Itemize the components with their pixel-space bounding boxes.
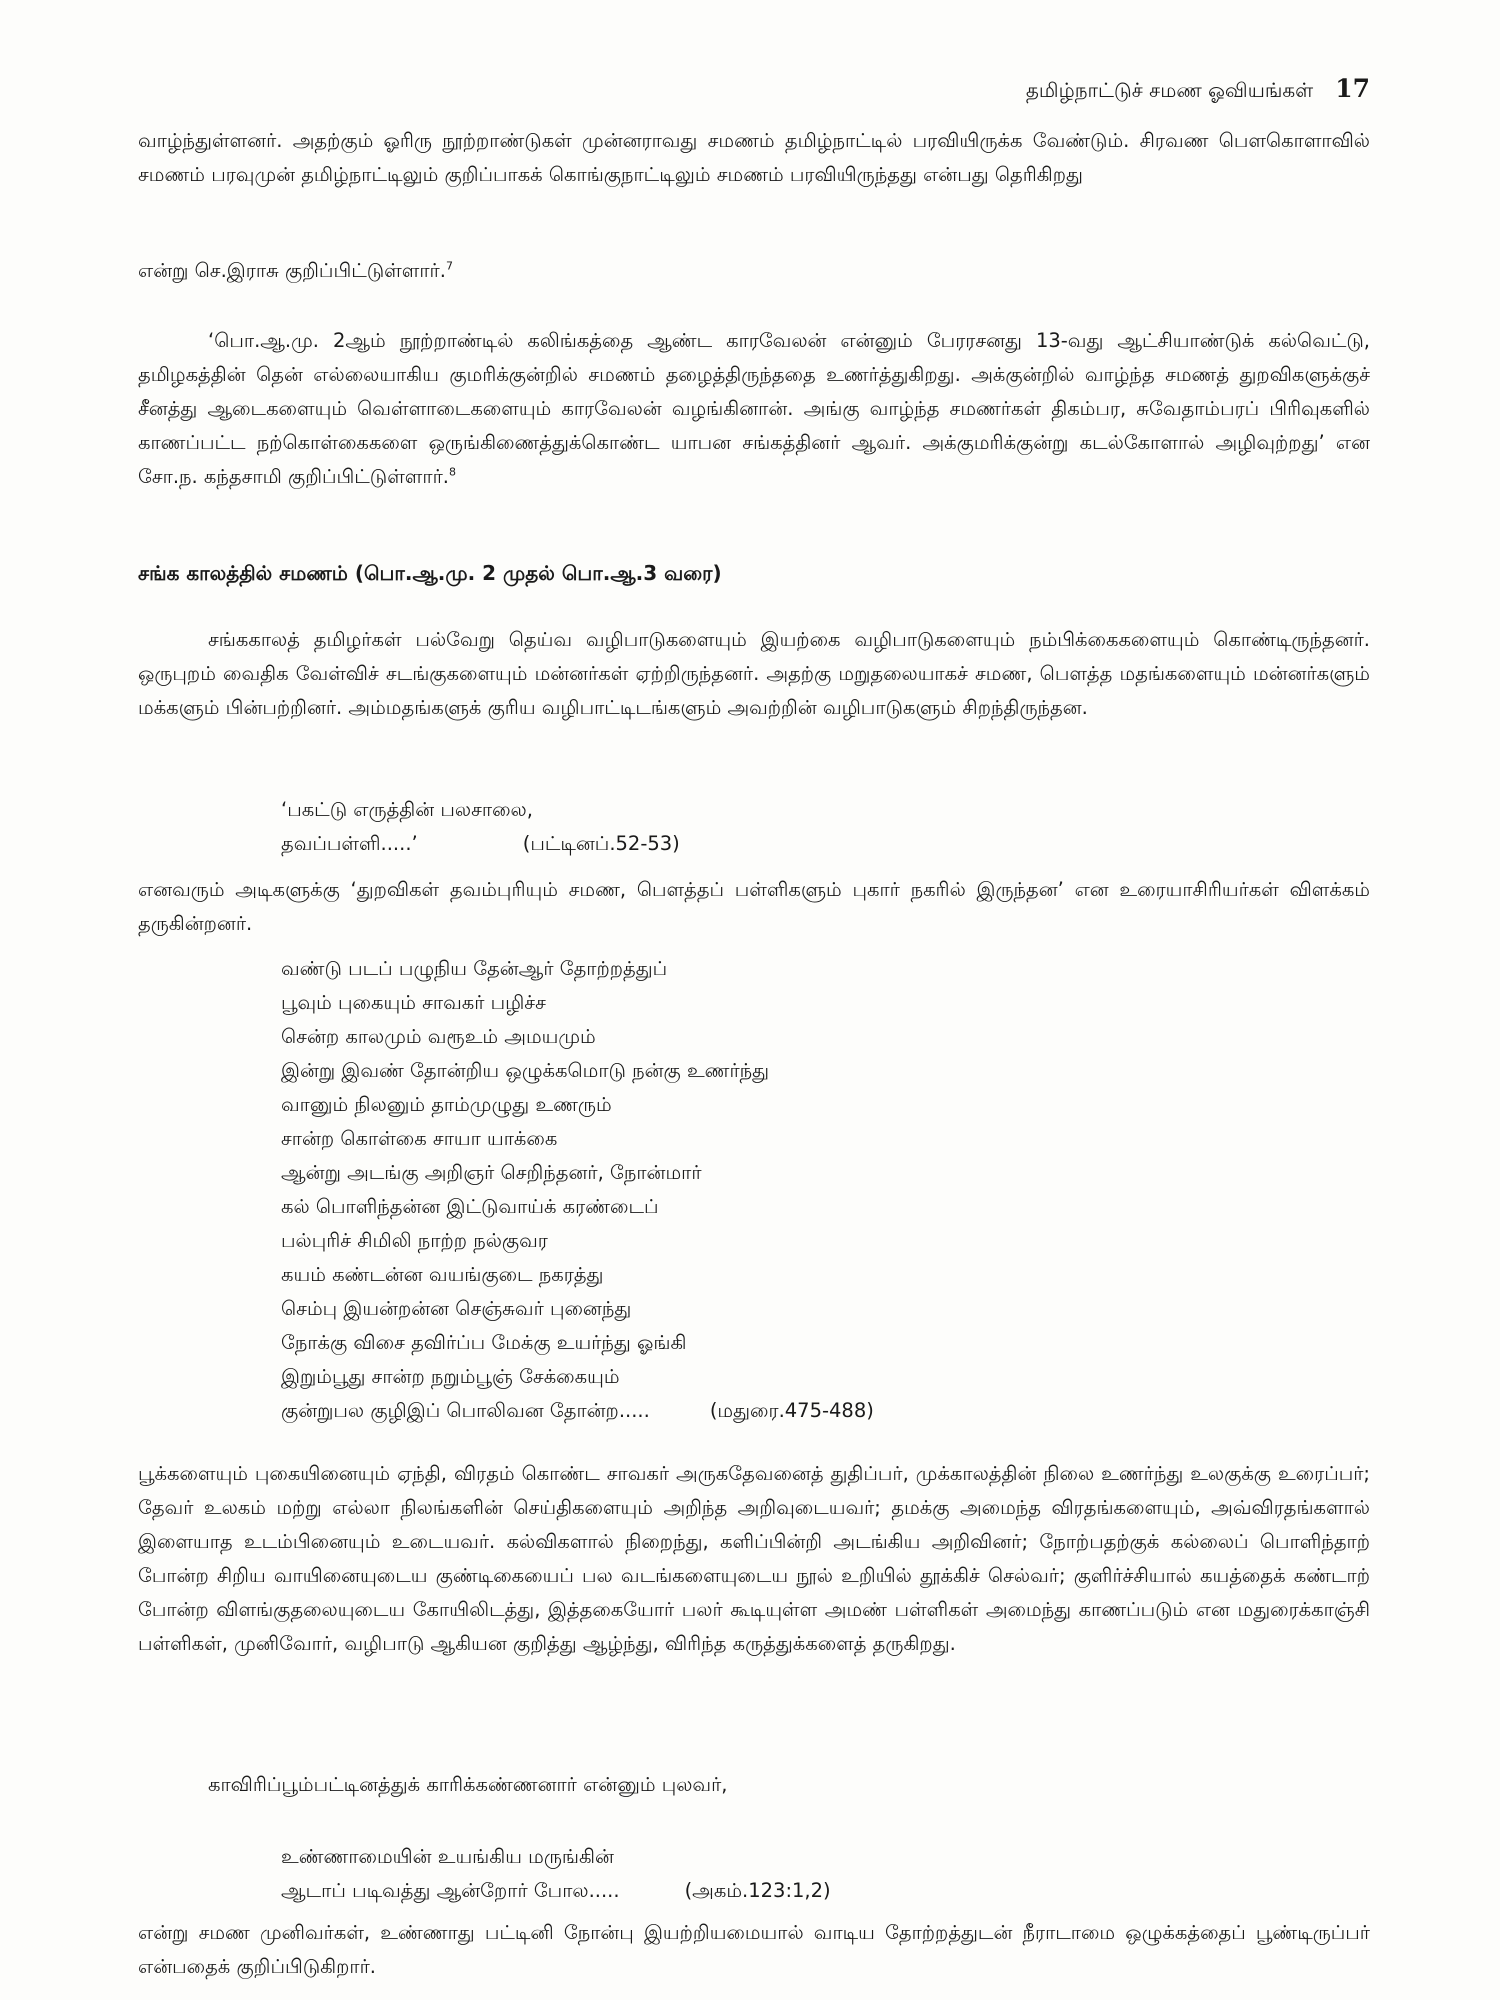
attribution-line: என்று செ.இராசு குறிப்பிட்டுள்ளார்.$^7$ xyxy=(138,259,453,282)
section-heading: சங்க காலத்தில் சமணம் (பொ.ஆ.மு. 2 முதல் பொ.ஆ.3 வரை) xyxy=(138,561,722,585)
paragraph-text: என்று சமண முனிவர்கள், உண்ணாது பட்டினி நோன்பு இயற்றியமையால் வாடிய தோற்றத்துடன் நீராடாமை ஒழுக்கத்தைப் பூண்டிருப்பர் என்பதைக் குறிப்பிடுகிறார். xyxy=(138,1921,1370,1978)
verse-citation: (பட்டினப்.52-53) xyxy=(522,832,680,855)
verse-line: பூவும் புகையும் சாவகர் பழிச்ச xyxy=(281,991,546,1014)
verse-line: இறும்பூது சான்ற நறும்பூஞ் சேக்கையும் xyxy=(281,1365,620,1388)
footnote-marker: 8 xyxy=(448,465,456,479)
verse-citation: (மதுரை.475-488) xyxy=(709,1399,874,1422)
page-number: 17 xyxy=(1335,74,1370,103)
verse-line: கல் பொளிந்தன்ன இட்டுவாய்க் கரண்டைப் xyxy=(281,1195,659,1218)
verse-line: நோக்கு விசை தவிர்ப்ப மேக்கு உயர்ந்து ஓங்கி xyxy=(281,1331,687,1354)
verse-line: ‘பகட்டு எருத்தின் பலசாலை, xyxy=(281,798,533,821)
verse-line: உண்ணாமையின் உயங்கிய மருங்கின் xyxy=(281,1845,614,1868)
paragraph-poet-intro xyxy=(138,1768,1370,1802)
verse-line: பல்புரிச் சிமிலி நாற்ற நல்குவர xyxy=(281,1229,548,1252)
paragraph-commentary xyxy=(138,873,1370,941)
verse-line: கயம் கண்டன்ன வயங்குடை நகரத்து xyxy=(281,1263,604,1286)
verse-maduraikanchi xyxy=(281,952,874,1428)
verse-line: செம்பு இயன்றன்ன செஞ்சுவர் புனைந்து xyxy=(281,1297,632,1320)
verse-line: வண்டு படப் பழுநிய தேன்ஆர் தோற்றத்துப் xyxy=(281,957,668,980)
verse-line: வானும் நிலனும் தாம்முழுது உணரும் xyxy=(281,1093,612,1116)
running-header xyxy=(1026,74,1370,105)
paragraph-conclusion xyxy=(138,1916,1370,1984)
paragraph-karavelan xyxy=(138,324,1370,494)
verse-akananuru xyxy=(281,1840,831,1908)
verse-line: இன்று இவண் தோன்றிய ஒழுக்கமொடு நன்கு உணர்ந்து xyxy=(281,1059,770,1082)
paragraph-text: சங்ககாலத் தமிழர்கள் பல்வேறு தெய்வ வழிபாடுகளையும் இயற்கை வழிபாடுகளையும் நம்பிக்கைகளையும் கொண்டிருந்தனர். ஒருபுறம் வைதிக வேள்விச் சடங்குகளையும் மன்னர்கள் ஏற்றிருந்தனர். அதற்கு மறுதலையாகச் சமண, பௌத்த மதங்களையும் மன்னர்களும் மக்களும் பின்பற்றினர். அம்மதங்களுக் குரிய வழிபாட்டிடங்களும் அவற்றின் வழிபாடுகளும் சிறந்திருந்தன. xyxy=(138,628,1370,719)
paragraph-text: எனவரும் அடிகளுக்கு ‘துறவிகள் தவம்புரியும் சமண, பௌத்தப் பள்ளிகளும் புகார் நகரில் இருந்தன’ என உரையாசிரியர்கள் விளக்கம் தருகின்றனர். xyxy=(138,878,1370,935)
verse-line: தவப்பள்ளி.....’ (பட்டினப்.52-53) xyxy=(281,827,680,861)
verse-citation: (அகம்.123:1,2) xyxy=(684,1879,831,1902)
quoted-paragraph: வாழ்ந்துள்ளனர். அதற்கும் ஓரிரு நூற்றாண்டுகள் முன்னராவது சமணம் தமிழ்நாட்டில் பரவியிருக்க வேண்டும். சிரவண பெளகொளாவில் சமணம் பரவுமுன் தமிழ்நாட்டிலும் குறிப்பாகக் கொங்குநாட்டிலும் சமணம் பரவியிருந்தது என்பது தெரிகிறது xyxy=(138,129,1370,186)
footnote-marker: 7 xyxy=(445,259,453,273)
verse-line: சான்ற கொள்கை சாயா யாக்கை xyxy=(281,1127,558,1150)
quote-block xyxy=(138,124,1370,192)
attribution-block xyxy=(138,254,1370,288)
paragraph-text: ‘பொ.ஆ.மு. 2ஆம் நூற்றாண்டில் கலிங்கத்தை ஆண்ட காரவேலன் என்னும் பேரரசனது 13-வது ஆட்சியாண்டுக் கல்வெட்டு, தமிழகத்தின் தென் எல்லையாகிய குமரிக்குன்றில் சமணம் தழைத்திருந்ததை உணர்த்துகிறது. அக்குன்றில் வாழ்ந்த சமணத் துறவிகளுக்குச் சீனத்து ஆடைகளையும் வெள்ளாடைகளையும் காரவேலன் வழங்கினான். அங்கு வாழ்ந்த சமணர்கள் திகம்பர, சுவேதாம்பரப் பிரிவுகளில் காணப்பட்ட நற்கொள்கைகளை ஒருங்கிணைத்துக்கொண்ட யாபன சங்கத்தினர் ஆவர். அக்குமரிக்குன்று கடல்கோளால் அழிவுற்றது’ என சோ.ந. கந்தசாமி குறிப்பிட்டுள்ளார்.$^8$ xyxy=(138,329,1370,488)
paragraph-text: பூக்களையும் புகையினையும் ஏந்தி, விரதம் கொண்ட சாவகர் அருகதேவனைத் துதிப்பர், முக்காலத்தின் நிலை உணர்ந்து உலகுக்கு உரைப்பர்; தேவர் உலகம் மற்று எல்லா நிலங்களின் செய்திகளையும் அறிந்த அறிவுடையவர்; தமக்கு அமைந்த விரதங்களையும், அவ்விரதங்களால் இளையாத உடம்பினையும் உடையவர். கல்விகளால் நிறைந்து, களிப்பின்றி அடங்கிய அறிவினர்; நோற்பதற்குக் கல்லைப் பொளிந்தாற் போன்ற சிறிய வாயினையுடைய குண்டிகையைப் பல வடங்களையுடைய நூல் உறியில் தூக்கிச் செல்வர்; குளிர்ச்சியால் கயத்தைக் கண்டாற் போன்ற விளங்குதலையுடைய கோயிலிடத்து, இத்தகையோர் பலர் கூடியுள்ள அமண் பள்ளிகள் அமைந்து காணப்படும் என மதுரைக்காஞ்சி பள்ளிகள், முனிவோர், வழிபாடு ஆகியன குறித்து ஆழ்ந்து, விரிந்த கருத்துக்களைத் தருகிறது. xyxy=(138,1462,1370,1655)
verse-pattinappalai xyxy=(281,793,680,861)
verse-line: குன்றுபல குழிஇப் பொலிவன தோன்ற..... (மதுரை.475-488) xyxy=(281,1394,874,1428)
paragraph-sangam xyxy=(138,623,1370,725)
section-heading-block xyxy=(138,556,1370,590)
verse-line: சென்ற காலமும் வரூஉம் அமயமும் xyxy=(281,1025,596,1048)
verse-line: ஆன்று அடங்கு அறிஞர் செறிந்தனர், நோன்மார் xyxy=(281,1161,702,1184)
verse-line: ஆடாப் படிவத்து ஆன்றோர் போல..... (அகம்.123:1,2) xyxy=(281,1874,831,1908)
paragraph-text: காவிரிப்பூம்பட்டினத்துக் காரிக்கண்ணனார் என்னும் புலவர், xyxy=(208,1773,728,1796)
running-title: தமிழ்நாட்டுச் சமண ஓவியங்கள் xyxy=(1025,78,1314,102)
paragraph-explanation xyxy=(138,1457,1370,1661)
